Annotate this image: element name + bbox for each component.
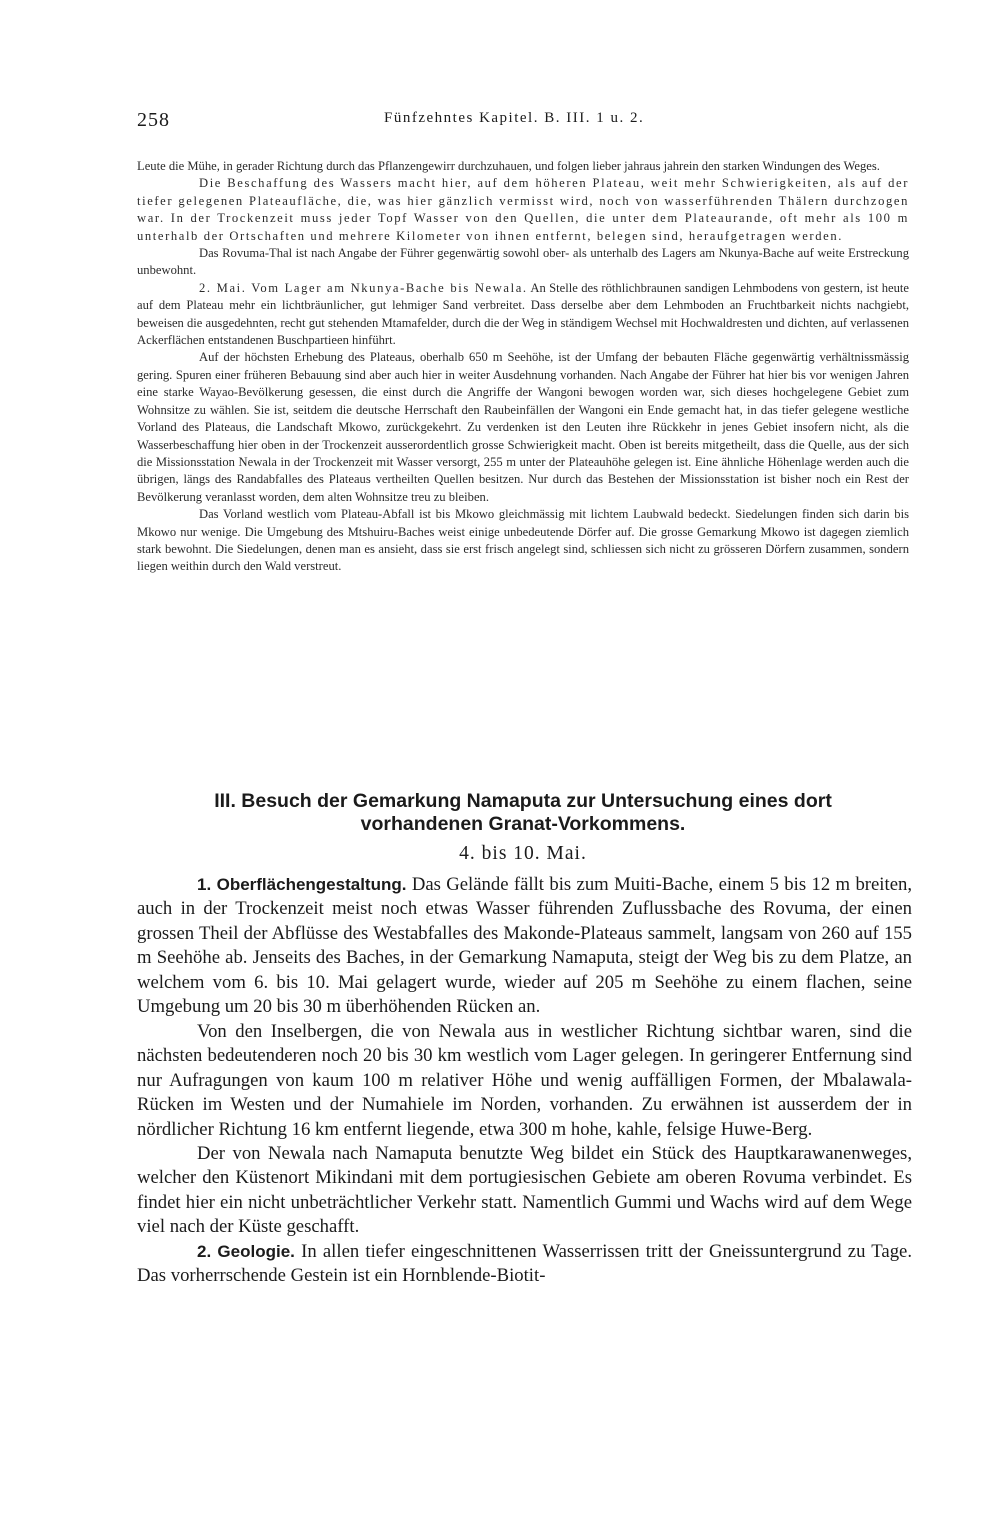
page-number: 258 [137, 109, 170, 131]
paragraph-body: Das Gelände fällt bis zum Muiti-Bache, einem 5 bis 12 m breiten, auch in der Trockenzeit meist noch etwas Wasser führenden Zuflussbache des Rovuma, der einen grossen Theil der Abflüsse des Westabfalles des Makonde-Plateaus sammelt, langsam von 260 auf 155 m Seehöhe ab. Jenseits des Baches, in der Gemarkung Namaputa, steigt der Weg bis zu dem Platze, an welchem vom 6. bis 10. Mai gelagert wurde, wieder auf 205 m Seehöhe zu einem flachen, seine Umgebung um 20 bis 30 m überhöhenden Rücken an. [137, 874, 913, 1018]
paragraph: Das Vorland westlich vom Plateau-Abfall ist bis Mkowo gleichmässig mit lichtem Laubwald bedeckt. Siedelungen finden sich darin bis Mkowo nur wenige. Die Umgebung des Mtshuiru-Baches weist einige unbedeutende Dörfer auf. Die grosse Gemarkung Mkowo ist dagegen ziemlich stark bewohnt. Die Siedelungen, denen man es ansieht, dass sie erst frisch angelegt sind, schliessen sich nicht zu grösseren Dörfern zusammen, sondern liegen weithin durch den Wald verstreut. [137, 507, 909, 574]
paragraph: Von den Inselbergen, die von Newala aus in westlicher Richtung sichtbar waren, sind die nächsten bedeutenderen noch 20 bis 30 km westlich vom Lager gelegen. In geringerer Entfernung sind nur Aufragungen von kaum 100 m relativer Höhe und wenig auffälligen Formen, der Mbalawala-Rücken im Westen und der Numahiele im Norden, vorhanden. Zu erwähnen ist ausserdem der in nördlicher Richtung 16 km entfernt liegende, etwa 300 m hohe, kahle, felsige Huwe-Berg. [137, 1020, 912, 1140]
paragraph: Der von Newala nach Namaputa benutzte Weg bildet ein Stück des Hauptkarawanenweges, welcher den Küstenort Mikindani mit dem portugiesischen Gebiete am oberen Rovuma verbindet. Es findet hier ein nicht unbeträchtlicher Verkehr statt. Namentlich Gummi und Wachs wird auf dem Wege viel nach der Küste geschafft. [137, 1142, 912, 1238]
paragraph-body: An Stelle des röthlichbraunen sandigen Lehmbodens von gestern, ist heute auf dem Plateau mehr ein lichtbräunlicher, gut lehmiger Sand verbreitet. Dass derselbe aber dem Lehmboden an Fruchtbarkeit nichts nachgiebt, beweisen die ausgedehnten, recht gut stehenden Mtamafelder, durch die der Weg in ständigem Wechsel mit Hochwaldresten und dichten, auf verlassenen Ackerflächen entstandenen Buschpartieen hinführt. [137, 280, 909, 348]
subsection-heading: 2. Geologie. [197, 1241, 295, 1261]
paragraph [137, 280, 909, 350]
section-heading-line: vorhandenen Granat-Vorkommens. [360, 813, 686, 835]
small-print-block [137, 158, 909, 576]
section-date: 4. bis 10. Mai. [459, 843, 587, 864]
diary-entry-heading: 2. Mai. Vom Lager am Nkunya-Bache bis Newala. [199, 280, 528, 295]
paragraph: Leute die Mühe, in gerader Richtung durch das Pflanzengewirr durchzuhauen, und folgen lieber jahraus jahrein den starken Windungen des Weges. [137, 159, 880, 173]
main-text-block [137, 873, 912, 1289]
paragraph: Das Rovuma-Thal ist nach Angabe der Führer gegenwärtig sowohl ober- als unterhalb des Lagers am Nkunya-Bache auf weite Erstreckung unbewohnt. [137, 246, 909, 278]
paragraph: Auf der höchsten Erhebung des Plateaus, oberhalb 650 m Seehöhe, ist der Umfang der bebauten Fläche gegenwärtig verhältnissmässig gering. Spuren einer früheren Bebauung sind aber auch hier in weiter Ausdehnung vorhanden. Nach Angabe der Führer hat hier bis vor wenigen Jahren eine starke Wayao-Bevölkerung gesessen, die einst durch die Angriffe der Wangoni bewogen worden war, sich dieses hochgelegene Gebiet zum Wohnsitze zu wählen. Sie ist, seitdem die deutsche Herrschaft den Raubeinfällen der Wangoni ein Ende gemacht hat, in das tiefer gelegene westliche Vorland des Plateaus, die Landschaft Mkowo, zurückgekehrt. Zu verdenken ist den Leuten ihre Rückkehr in jenes Gebiet insofern nicht, als die Wasserbeschaffung hier oben in der Trockenzeit ausserordentlich grosse Schwierigkeit macht. Oben ist bereits mitgetheilt, dass die Quelle, aus der sich die Missionsstation Newala in der Trockenzeit mit Wasser versorgt, 255 m unter der Plateauhöhe gelegen ist. Eine ähnliche Höhenlage werden auch die übrigen, längs des Randabfalles des Plateaus vertheilten Quellen besitzen. Nur durch das Bestehen der Missionsstation ist bisher noch ein Rest der Bevölkerung veranlasst worden, dem alten Wohnsitze treu zu bleiben. [137, 350, 909, 504]
paragraph-body: In allen tiefer eingeschnittenen Wasserrissen tritt der Gneissuntergrund zu Tage. Das vorherrschende Gestein ist ein Hornblende-Biotit- [137, 1240, 913, 1287]
subsection-heading: 1. Oberflächengestaltung. [197, 875, 407, 894]
paragraph: Die Beschaffung des Wassers macht hier, auf dem höheren Plateau, weit mehr Schwierigkeiten, als auf der tiefer gelegenen Plateaufläche, die, was hier gänzlich vermisst wird, noch von wasserführenden Thälern durchzogen war. In der Trockenzeit muss jeder Topf Wasser von den Quellen, die unter dem Plateaurande, oft mehr als 100 m unterhalb der Ortschaften und mehrere Kilometer von ihnen entfernt, belegen sind, heraufgetragen werden. [137, 176, 909, 243]
paragraph [137, 1240, 912, 1289]
paragraph [137, 873, 912, 1020]
section-heading-line: III. Besuch der Gemarkung Namaputa zur Untersuchung eines dort [214, 790, 832, 812]
running-head: Fünfzehntes Kapitel. B. III. 1 u. 2. [384, 110, 645, 126]
section-heading [137, 790, 909, 836]
